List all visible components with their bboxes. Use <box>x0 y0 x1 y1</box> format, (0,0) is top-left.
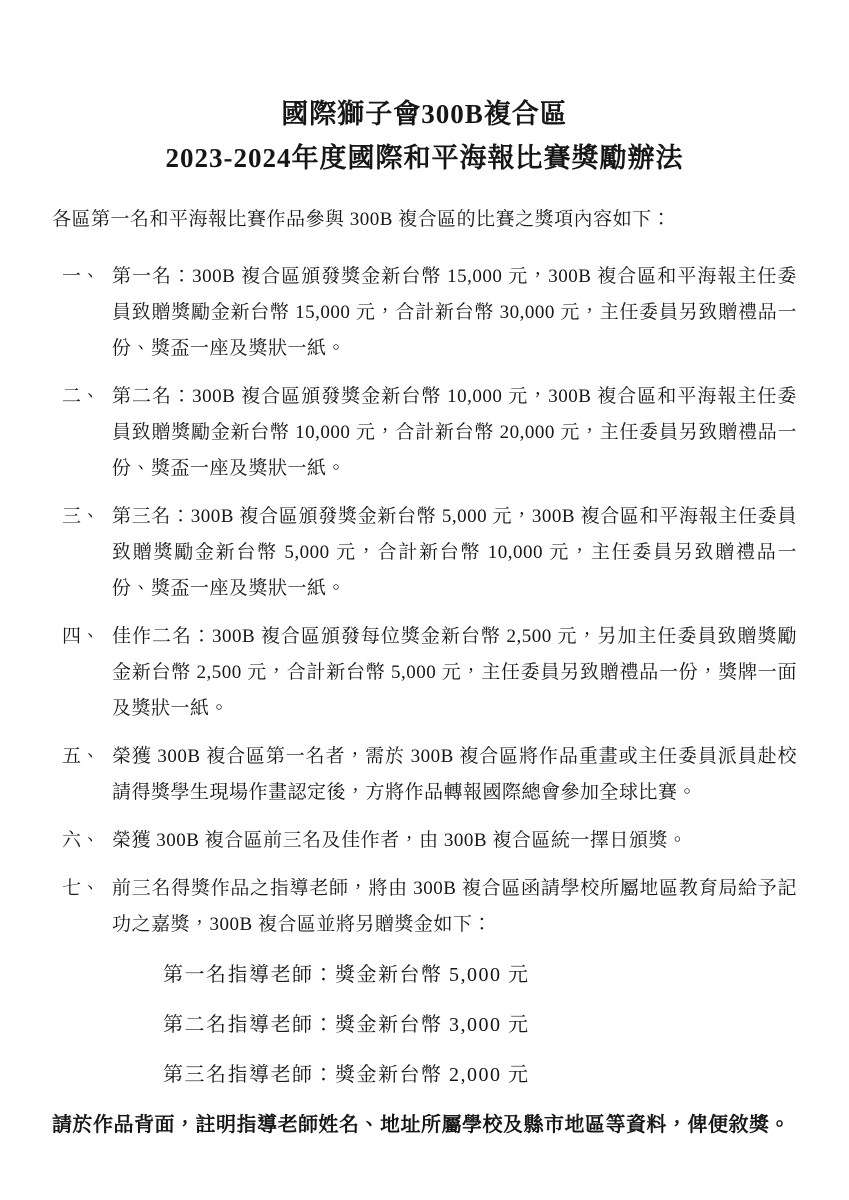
list-item <box>62 739 797 811</box>
list-item-number: 三、 <box>62 506 101 527</box>
teacher-prize-line: 第二名指導老師：獎金新台幣 3,000 元 <box>163 1014 530 1036</box>
document-title-line1: 國際獅子會300B複合區 <box>281 99 568 129</box>
list-item <box>62 379 797 487</box>
list-item-number: 一、 <box>62 266 101 287</box>
list-item <box>62 499 797 607</box>
list-item-number: 四、 <box>62 626 101 647</box>
list-item-text: 佳作二名：300B 複合區頒發每位獎金新台幣 2,500 元，另加主任委員致贈獎勵金新台幣 2,500 元，合計新台幣 5,000 元，主任委員另致贈禮品一份，獎牌一面及獎狀一紙。 <box>112 626 797 719</box>
list-item-text: 第一名：300B 複合區頒發獎金新台幣 15,000 元，300B 複合區和平海報主任委員致贈獎勵金新台幣 15,000 元，合計新台幣 30,000 元，主任委員另致贈禮品一份、獎盃一座及獎狀一紙。 <box>112 266 797 359</box>
list-item <box>62 259 797 367</box>
teacher-prize-line: 第三名指導老師：獎金新台幣 2,000 元 <box>163 1064 530 1086</box>
list-item <box>62 871 797 943</box>
list-item-number: 六、 <box>62 830 101 851</box>
list-item-text: 榮獲 300B 複合區第一名者，需於 300B 複合區將作品重畫或主任委員派員赴校請得獎學生現場作畫認定後，方將作品轉報國際總會參加全球比賽。 <box>112 746 797 803</box>
numbered-list <box>52 259 797 943</box>
list-item-text: 第二名：300B 複合區頒發獎金新台幣 10,000 元，300B 複合區和平海報主任委員致贈獎勵金新台幣 10,000 元，合計新台幣 20,000 元，主任委員另致贈禮品一份、獎盃一座及獎狀一紙。 <box>112 386 797 479</box>
list-item-number: 五、 <box>62 746 101 767</box>
teacher-prize-line: 第一名指導老師：獎金新台幣 5,000 元 <box>163 964 530 986</box>
list-item <box>62 619 797 727</box>
list-item <box>62 823 797 859</box>
list-item-number: 七、 <box>62 878 101 899</box>
document-title-line2: 2023-2024年度國際和平海報比賽獎勵辦法 <box>165 143 684 173</box>
list-item-text: 第三名：300B 複合區頒發獎金新台幣 5,000 元，300B 複合區和平海報主任委員致贈獎勵金新台幣 5,000 元，合計新台幣 10,000 元，主任委員另致贈禮品一份、獎盃一座及獎狀一紙。 <box>112 506 797 599</box>
intro-paragraph: 各區第一名和平海報比賽作品參與 300B 複合區的比賽之獎項內容如下： <box>52 209 672 230</box>
list-item-number: 二、 <box>62 386 101 407</box>
footer-note: 請於作品背面，註明指導老師姓名、地址所屬學校及縣市地區等資料，俾便敘獎。 <box>52 1114 790 1136</box>
teacher-prize-list <box>163 957 797 1093</box>
list-item-text: 榮獲 300B 複合區前三名及佳作者，由 300B 複合區統一擇日頒獎。 <box>112 830 688 851</box>
list-item-text: 前三名得獎作品之指導老師，將由 300B 複合區函請學校所屬地區教育局給予記功之嘉獎，300B 複合區並將另贈獎金如下： <box>112 878 797 935</box>
